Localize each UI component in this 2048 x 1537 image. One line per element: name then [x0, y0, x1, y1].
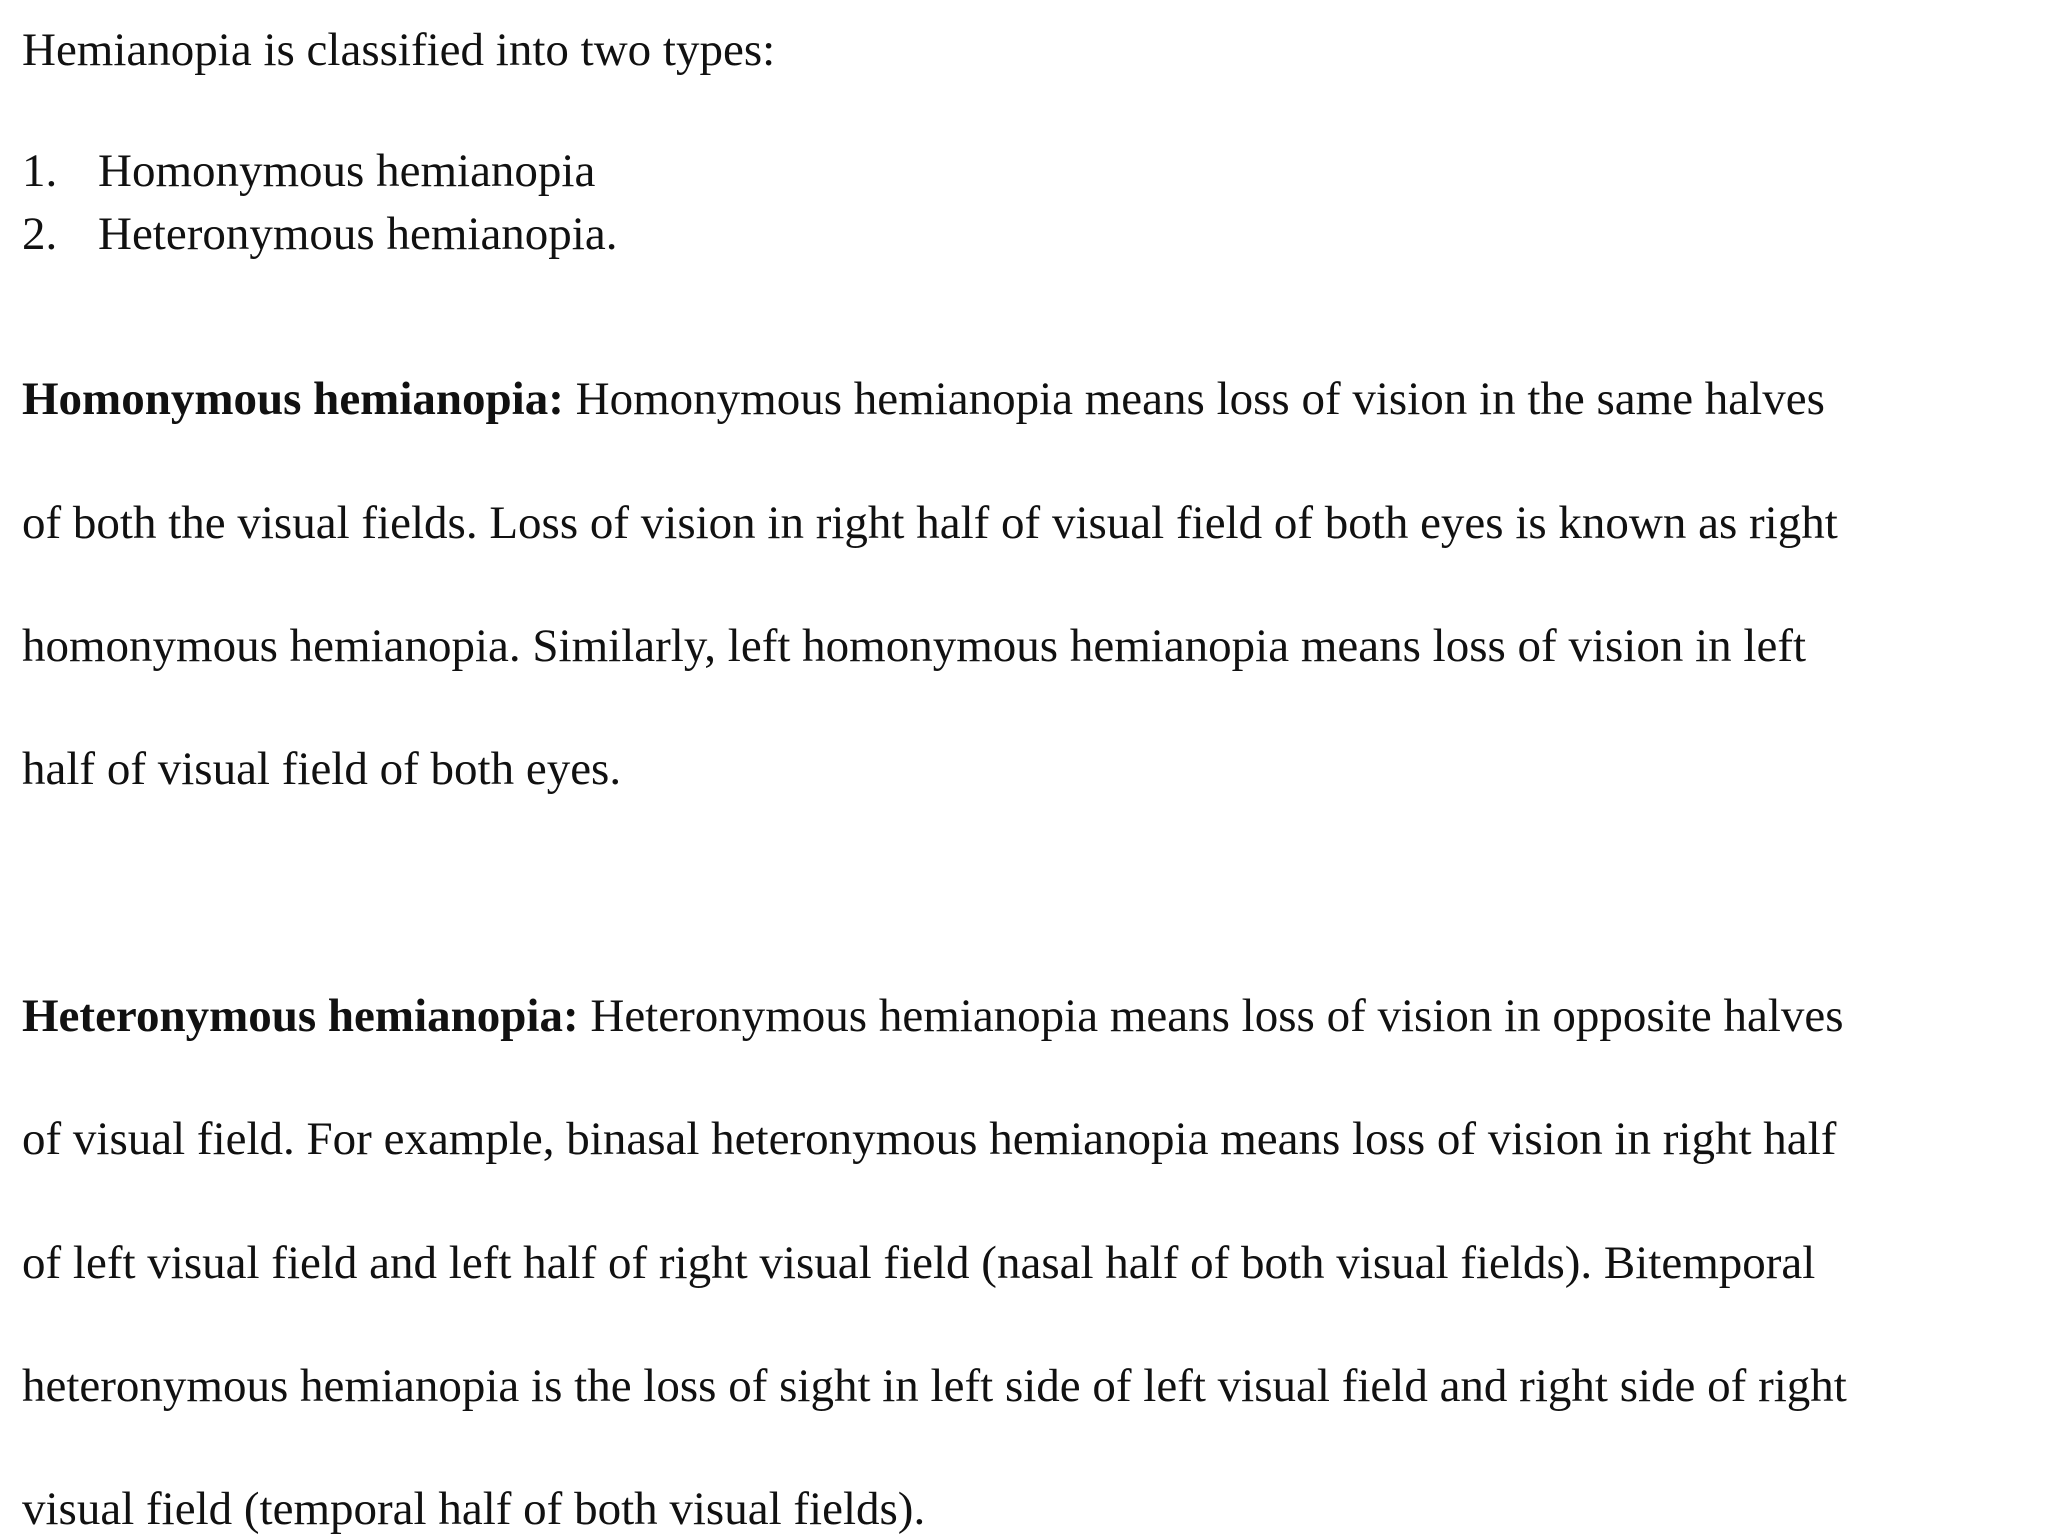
- list-item-text: Homonymous hemianopia: [98, 145, 596, 197]
- paragraph-text: Heteronymous hemianopia means loss of vision in opposite halves: [578, 990, 1844, 1042]
- homonymous-paragraph-line: [22, 371, 1825, 427]
- heteronymous-paragraph-line: heteronymous hemianopia is the loss of sight in left side of left visual field and right side of right: [22, 1360, 1847, 1412]
- homonymous-heading: Homonymous hemianopia:: [22, 373, 564, 425]
- paragraph-text: Homonymous hemianopia means loss of vision in the same halves: [563, 373, 1825, 425]
- list-number: 2.: [22, 208, 58, 260]
- list-item-text: Heteronymous hemianopia.: [98, 208, 618, 260]
- heteronymous-paragraph-line: of visual field. For example, binasal heteronymous hemianopia means loss of vision in right half: [22, 1113, 1837, 1165]
- homonymous-paragraph-line: half of visual field of both eyes.: [22, 743, 622, 795]
- heteronymous-paragraph-line: [22, 988, 1844, 1044]
- heteronymous-paragraph-line: of left visual field and left half of right visual field (nasal half of both visual fields). Bitemporal: [22, 1237, 1816, 1289]
- list-item: [22, 143, 595, 199]
- homonymous-paragraph-line: homonymous hemianopia. Similarly, left homonymous hemianopia means loss of vision in left: [22, 620, 1807, 672]
- intro-text: Hemianopia is classified into two types:: [22, 24, 776, 76]
- heteronymous-heading: Heteronymous hemianopia:: [22, 990, 579, 1042]
- homonymous-paragraph-line: of both the visual fields. Loss of vision in right half of visual field of both eyes is known as right: [22, 497, 1838, 549]
- list-number: 1.: [22, 145, 58, 197]
- heteronymous-paragraph-line: visual field (temporal half of both visual fields).: [22, 1483, 926, 1535]
- list-item: [22, 206, 617, 262]
